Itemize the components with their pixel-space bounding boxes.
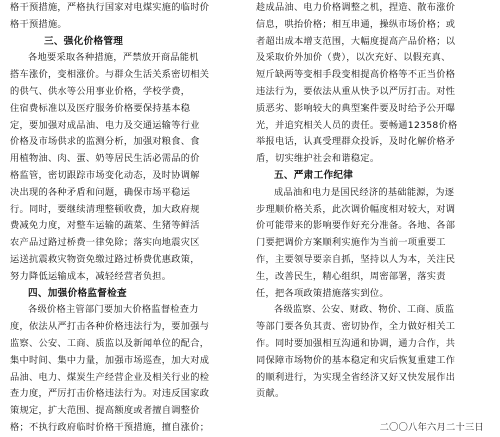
text-line: 各级监察、公安、财政、物价、工商、质监 [274, 304, 455, 316]
section-heading: 五、严肃工作纪律 [274, 169, 354, 181]
section-heading: 三、强化价格管理 [44, 35, 124, 47]
text-line: 决出现的各种矛盾和问题，确保市场平稳运 [10, 186, 191, 198]
text-line: 光，并追究相关人员的责任。要畅通12358价格 [256, 119, 458, 131]
text-line: 质恶劣、影响较大的典型案件要及时给予公开曝 [256, 102, 456, 114]
text-line: 各级价格主管部门要加大价格监督检查力 [28, 304, 199, 316]
text-line: 行。同时，要继续清理整顿收费，加大政府规 [10, 203, 200, 215]
text-line: 者超出成本增支范围，大幅度提高产品价格；以 [256, 35, 456, 47]
text-line: 集中时间、集中力量，加强市场巡查，加大对成 [10, 354, 210, 366]
text-line: 价可能带来的影响要作好充分准备。各地、各部 [256, 220, 456, 232]
blank-line [256, 403, 492, 420]
text-line: 品油、电力、煤炭生产经营企业及相关行业的检 [10, 371, 210, 383]
text-line: 格监管，密切跟踪市场变化动态，及时协调解 [10, 169, 200, 181]
text-line: 农产品过路过桥费一律免除；落实向地震灾区 [10, 237, 200, 249]
text-line: 度，依法从严打击各种价格违法行为，要加强与 [10, 321, 210, 333]
text-line: 定，要加强对成品油、电力及交通运输等行业 [10, 119, 200, 131]
text-line: 格干预措施，严格执行国家对电煤实施的临时价 [10, 2, 210, 13]
text-line: 搭车涨价，变相涨价。与群众生活关系密切相关 [10, 69, 210, 81]
right-column [256, 0, 492, 437]
text-line: 费减免力度，对整车运输的蔬菜、生猪等鲜活 [10, 220, 200, 232]
text-line: 信息，哄抬价格；相互串通，操纵市场价格；或 [256, 18, 456, 30]
left-column [10, 0, 248, 437]
text-line: 格；不执行政府临时价格干预措施，擅自涨价； [10, 421, 210, 433]
text-line: 盾，切实维护社会和谐稳定。 [256, 153, 380, 165]
text-line: 步理顺价格关系，此次调价幅度相对较大，对调 [256, 203, 456, 215]
text-line: 短斤缺两等变相手段变相提高价格等不正当价格 [256, 69, 456, 81]
text-line: 格干预措施。 [10, 18, 67, 30]
text-line: 生，改善民生，精心组织，周密部署，落实责 [256, 270, 446, 282]
text-line: 的供气、供水等公用事业价格，学校学费， [10, 85, 191, 97]
text-line: 贡献。 [256, 388, 285, 400]
text-line: 的顺利进行，为实现全省经济又好又快发展作出 [256, 371, 456, 383]
text-line: 成品油和电力是国民经济的基础能源，为逐 [274, 186, 455, 198]
text-line: 价格及市场供求的监测分析，加强对粮食、食 [10, 136, 200, 148]
document-date: 二〇〇八年六月二十三日 [379, 421, 484, 433]
text-line: 举报电话，认真受理群众投诉，及时化解价格矛 [256, 136, 456, 148]
text-line: 作，主要领导要亲自抓，坚持以人为本，关注民 [256, 253, 456, 265]
text-line: 门要把调价方案顺利实施作为当前一项重要工 [256, 237, 446, 249]
text-line: 努力降低运输成本，减轻经营者负担。 [10, 270, 172, 282]
text-line: 运送抗震救灾物资免缴过路过桥费优惠政策， [10, 253, 200, 265]
text-line: 同保障市场物价的基本稳定和灾后恢复重建工作 [256, 354, 456, 366]
text-line: 用植物油、肉、蛋、奶等居民生活必需品的价 [10, 153, 200, 165]
text-line: 查力度，严厉打击价格违法行为。对违反国家政 [10, 388, 210, 400]
text-line: 各地要采取各种措施，严禁放开商品能机 [28, 52, 199, 64]
text-line: 违法行为，要依法从重从快予以严厉打击。对性 [256, 85, 456, 97]
text-line: 等部门要各负其责、密切协作，全力做好相关工 [256, 321, 456, 333]
text-line: 作。同时要加强相互沟通和协调，通力合作，共 [256, 337, 456, 349]
section-heading: 四、加强价格监督检查 [28, 287, 127, 299]
text-line: 趁成品油、电力价格调整之机，捏造、散布涨价 [256, 2, 456, 13]
text-line: 策规定，扩大范围、提高额度或者擅自调整价 [10, 405, 200, 417]
text-line: 住宿费标准以及医疗服务价格要保持基本稳 [10, 102, 191, 114]
text-line: 监察、公安、工商、质监以及新闻单位的配合， [10, 337, 210, 349]
text-line: 任，把各项政策措施落实到位。 [256, 287, 389, 299]
text-line: 及采取价外加价（费），以次充好、以假充真、 [256, 52, 451, 64]
